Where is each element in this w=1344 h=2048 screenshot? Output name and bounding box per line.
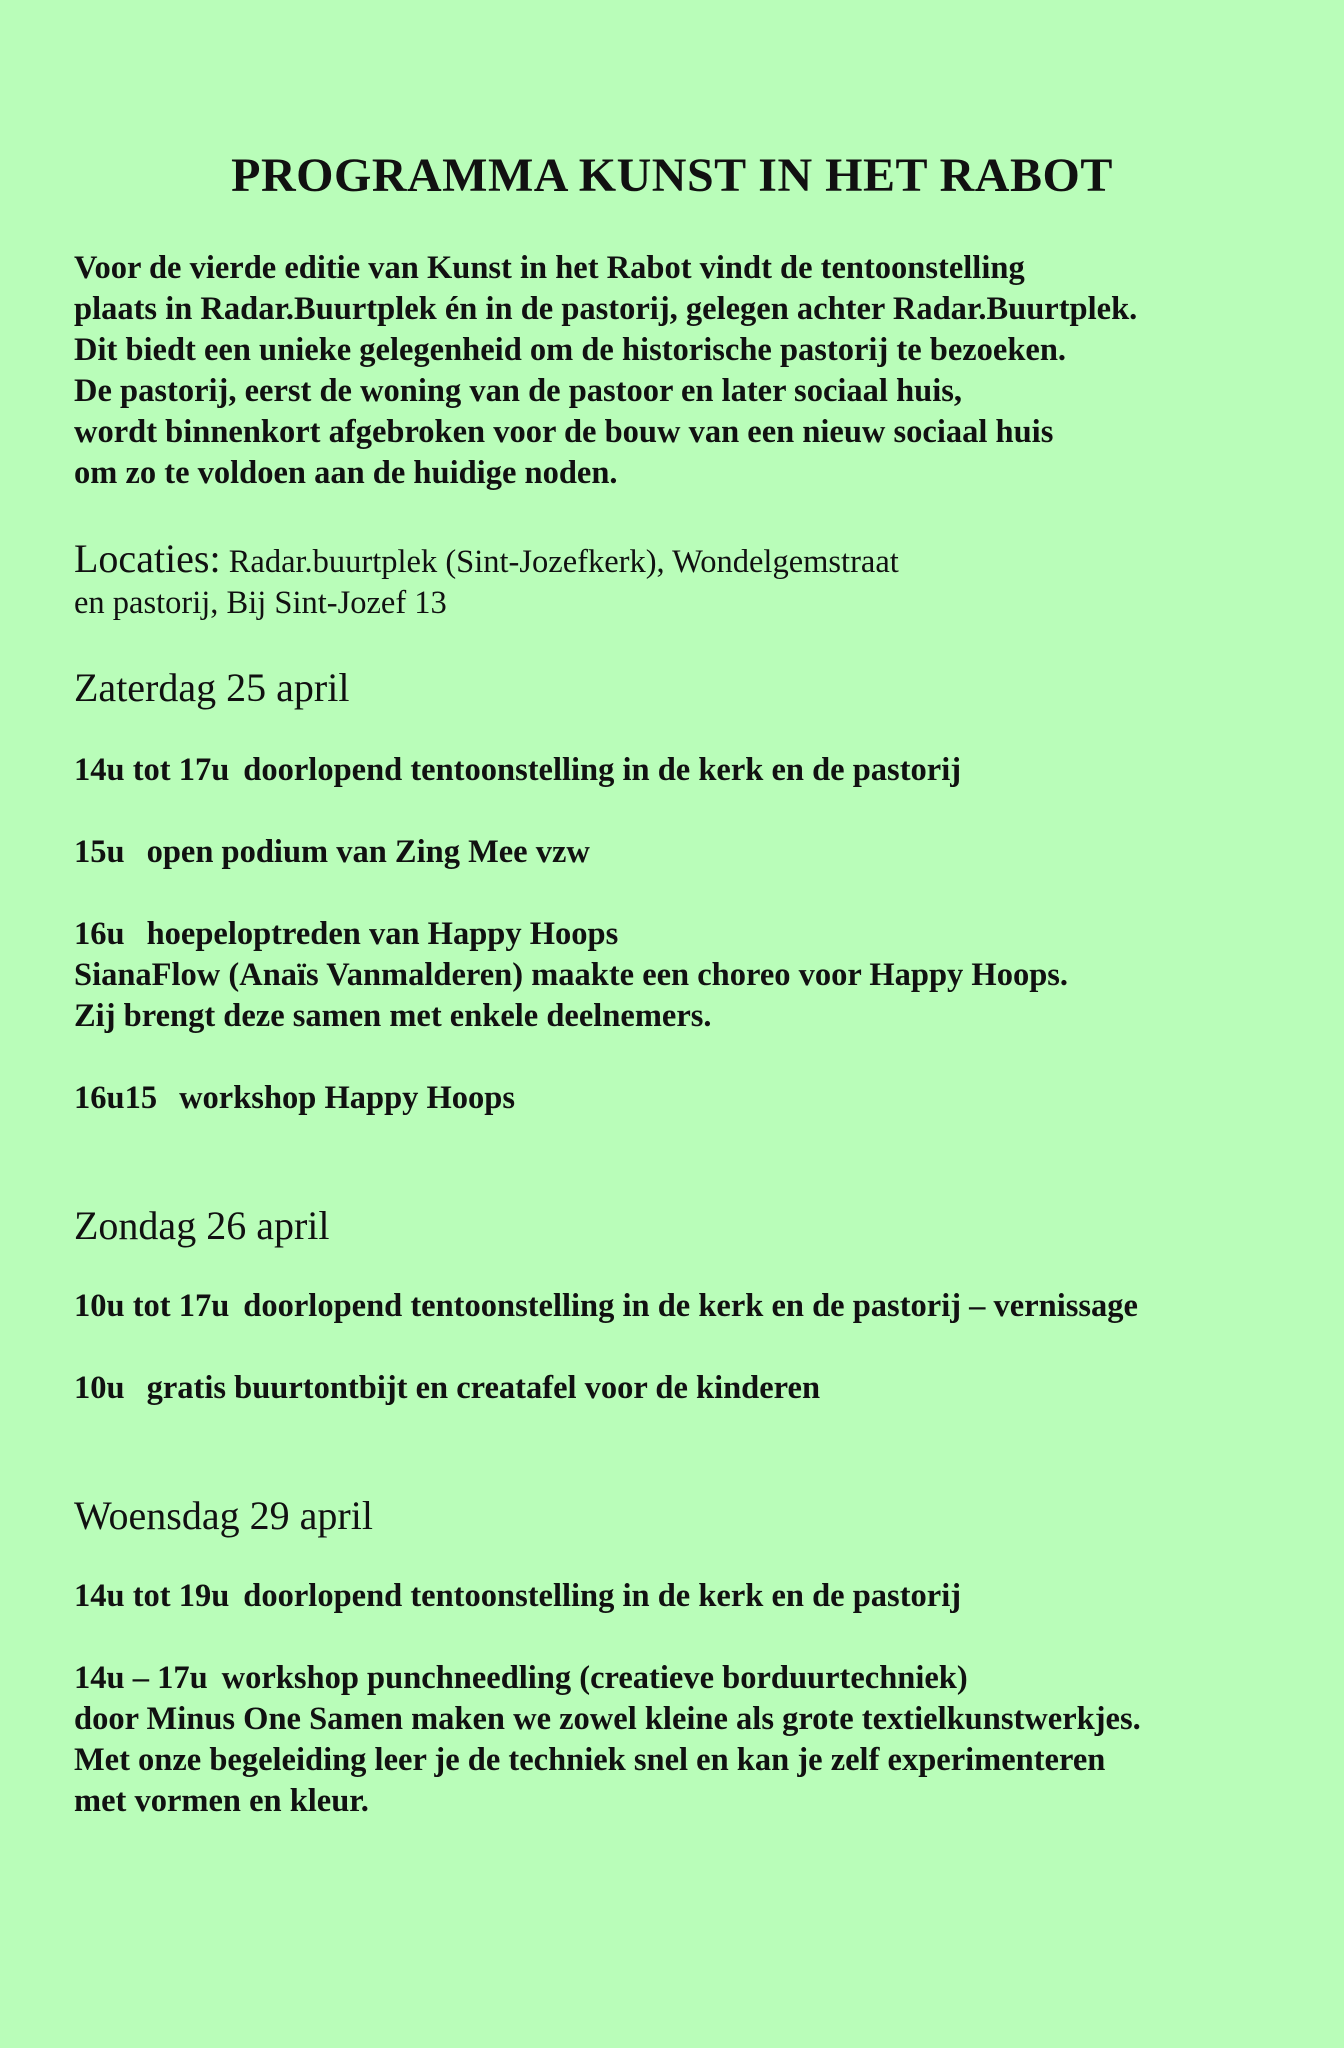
page-title: PROGRAMMA KUNST IN HET RABOT [231,149,1113,202]
schedule-text: doorlopend tentoonstelling in de kerk en de pastorij – vernissage [243,1288,1138,1324]
schedule-time: 14u – 17u [74,1660,208,1696]
intro-line: om zo te voldoen aan de huidige noden. [74,455,618,491]
schedule-item [74,1658,1324,1822]
schedule-text: doorlopend tentoonstelling in de kerk en de pastorij [243,1578,962,1614]
locations-line-1: Radar.buurtplek (Sint-Jozefkerk), Wondelgemstraat [228,544,899,580]
schedule-text: open podium van Zing Mee vzw [146,834,590,870]
schedule-detail: Zij brengt deze samen met enkele deelnemers. [74,998,712,1034]
schedule-item [74,832,1324,873]
intro-line: plaats in Radar.Buurtplek én in de pastorij, gelegen achter Radar.Buurtplek. [74,291,1138,327]
schedule-time: 16u [74,916,125,952]
intro-line: De pastorij, eerst de woning van de pastoor en later sociaal huis, [74,373,963,409]
schedule-item [74,750,1324,791]
schedule-detail: SianaFlow (Anaïs Vanmalderen) maakte een choreo voor Happy Hoops. [74,957,1069,993]
intro-line: wordt binnenkort afgebroken voor de bouw van een nieuw sociaal huis [74,414,1054,450]
schedule-text: workshop punchneedling (creatieve borduurtechniek) [221,1660,968,1696]
schedule-text: doorlopend tentoonstelling in de kerk en de pastorij [243,752,962,788]
schedule-detail: met vormen en kleur. [74,1783,369,1819]
intro-line: Dit biedt een unieke gelegenheid om de historische pastorij te bezoeken. [74,332,1067,368]
schedule-text: hoepeloptreden van Happy Hoops [146,916,619,952]
schedule-item [74,1576,1324,1617]
schedule-detail: Met onze begeleiding leer je de techniek snel en kan je zelf experimenteren [74,1742,1106,1778]
schedule-item [74,1078,1324,1119]
schedule-item [74,914,1324,1037]
locations [74,538,1304,624]
intro-paragraph [74,248,1304,494]
schedule-time: 16u15 [74,1080,158,1116]
day-title-sunday: Zondag 26 april [74,1203,330,1248]
schedule-time: 14u tot 17u [74,752,230,788]
schedule-detail: door Minus One Samen maken we zowel kleine als grote textielkunstwerkjes. [74,1701,1141,1737]
intro-line: Voor de vierde editie van Kunst in het Rabot vindt de tentoonstelling [74,250,1025,286]
schedule-item [74,1286,1324,1327]
schedule-text: workshop Happy Hoops [179,1080,516,1116]
schedule-item [74,1368,1324,1409]
schedule-time: 14u tot 19u [74,1578,230,1614]
schedule-time: 15u [74,834,125,870]
schedule-time: 10u tot 17u [74,1288,230,1324]
schedule-time: 10u [74,1370,125,1406]
locations-label: Locaties: [74,536,221,581]
locations-line-2: en pastorij, Bij Sint-Jozef 13 [74,585,447,621]
schedule-text: gratis buurtontbijt en creatafel voor de kinderen [146,1370,821,1406]
day-title-wednesday: Woensdag 29 april [74,1493,373,1538]
day-title-saturday: Zaterdag 25 april [74,665,350,710]
